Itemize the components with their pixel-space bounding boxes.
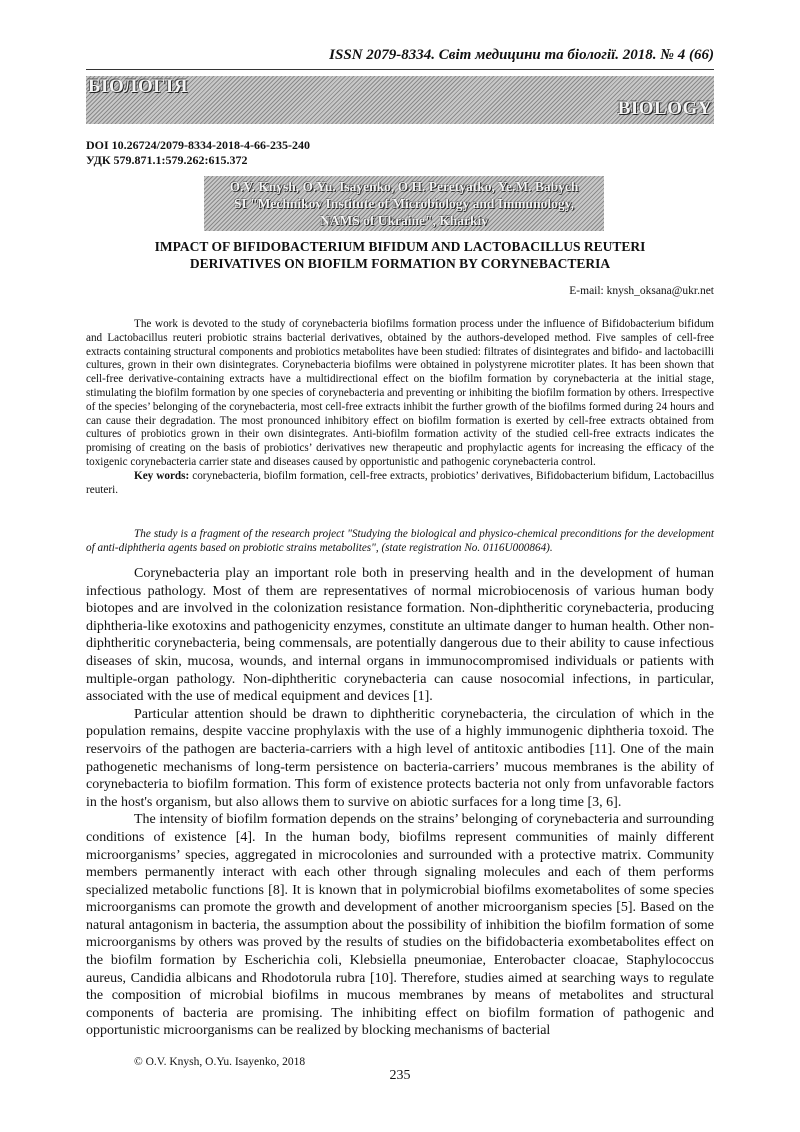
keywords-list: corynebacteria, biofilm formation, cell-free extracts, probiotics’ derivatives, Bifidobacterium bifidum, Lactobacillus reuteri. bbox=[86, 469, 714, 496]
title-line-1: IMPACT OF BIFIDOBACTERIUM BIFIDUM AND LACTOBACILLUS REUTERI bbox=[154, 239, 646, 254]
body-paragraph-1: Corynebacteria play an important role both in preserving health and in the development of human infectious pathology. Most of them are representatives of normal microbiocenosis of various human body biotopes and are involved in the colonization resistance formation. Non-diphtheritic corynebacteria, producing diphtheria-like exotoxins and pathogenicity enzymes, constitute an ultimate danger to human health. Other non-diphtheritic corynebacteria, being commensals, are potentially dangerous due to their ability to cause infectious diseases of skin, mucosa, wounds, and internal organs in immunocompromised individuals or patients with multiple-organ pathology. Non-diphtheritic corynebacteria can cause nosocomial infections, in particular, associated with the use of medical equipment and devices [1]. bbox=[86, 566, 714, 705]
header-rule bbox=[86, 69, 714, 70]
journal-header: ISSN 2079-8334. Світ медицини та біології. 2018. № 4 (66) bbox=[329, 47, 714, 63]
contact-email[interactable]: E-mail: knysh_oksana@ukr.net bbox=[569, 285, 714, 297]
doi: DOI 10.26724/2079-8334-2018-4-66-235-240 bbox=[86, 138, 310, 152]
keywords-label: Key words: bbox=[134, 469, 190, 482]
author-names: O.V. Knysh, O.Yu. Isayenko, O.H. Peretyatko, Ye.M. Babych bbox=[229, 179, 579, 194]
institution-line-1: SI "Mechnikov Institute of Microbiology and Immunology, bbox=[234, 196, 574, 211]
keywords bbox=[86, 470, 714, 498]
section-label-en: BIOLOGY bbox=[617, 98, 712, 119]
abstract bbox=[86, 318, 714, 497]
udc: УДК 579.871.1:579.262:615.372 bbox=[86, 153, 248, 167]
copyright: © O.V. Knysh, O.Yu. Isayenko, 2018 bbox=[134, 1056, 306, 1068]
section-banner bbox=[86, 76, 714, 124]
identifiers bbox=[86, 138, 310, 168]
article-title bbox=[86, 238, 714, 272]
page-number: 235 bbox=[389, 1068, 411, 1083]
section-label-ua: БІОЛОГІЯ bbox=[88, 76, 188, 97]
authors-block bbox=[204, 176, 604, 231]
title-line-2: DERIVATIVES ON BIOFILM FORMATION BY CORYNEBACTERIA bbox=[189, 256, 611, 271]
research-fragment-note: The study is a fragment of the research project "Studying the biological and physico-chemical preconditions for the development of anti-diphtheria agents based on probiotic strains metabolites", (state registration No. 0116U000864). bbox=[86, 528, 714, 554]
article-body bbox=[86, 565, 714, 1040]
institution-line-2: NAMS of Ukraine", Kharkiv bbox=[320, 213, 488, 228]
abstract-text: The work is devoted to the study of corynebacteria biofilms formation process under the influence of Bifidobacterium bifidum and Lactobacillus reuteri probiotic strains bacterial derivatives, obtained by the authors-developed method. Five samples of cell-free extracts containing structural components and probiotics metabolites have been studied: filtrates of disintegrates and bifido- and lactobacilli cultures, grown in their own disintegrates. Corynebacteria biofilms were obtained in polystyrene microtiter plates. It has been shown that cell-free derivative-containing extracts have a multidirectional effect on the biofilm formation by corynebacteria at the initial stage, stimulating the biofilm formation by one species of corynebacteria and preventing or inhibiting the biofilm formation by others. Irrespective of the species’ belonging of the corynebacteria, most cell-free extracts inhibit the further growth of the biofilms formed during 24 hours and can cause their degradation. The most pronounced inhibitory effect on biofilm formation is exerted by cell-free extracts obtained from cultures of probiotics grown in their own disintegrates. Anti-biofilm formation activity of the studied cell-free extracts indicates the promising of creating on the basis of probiotics’ derivatives new therapeutic and prophylactic agents for increasing the efficacy of the toxigenic corynebacteria carrier state and diseases caused by opportunistic and pathogenic corynebacteria control. bbox=[86, 318, 714, 468]
body-paragraph-2: Particular attention should be drawn to diphtheritic corynebacteria, the circulation of which in the population remains, despite vaccine prophylaxis with the use of a highly immunogenic diphtheria toxoid. The reservoirs of the pathogen are bacteria-carriers with a high level of antitoxic antibodies [11]. One of the main pathogenetic mechanisms of long-term persistence on bacteria-carriers’ mucous membranes is the ability of corynebacteria to biofilm formation. This form of existence protects bacteria not only from unfavorable factors in the host's organism, but also allows them to survive on abiotic surfaces for a long time [3, 6]. bbox=[86, 706, 714, 810]
body-paragraph-3: The intensity of biofilm formation depends on the strains’ belonging of corynebacteria and surrounding conditions of existence [4]. In the human body, biofilms represent communities of mainly different microorganisms’ species, aggregated in microcolonies and surrounded with a protective matrix. Community members permanently interact with each other through signaling molecules and each of them performs specialized metabolic functions [8]. It is known that in polymicrobial biofilms exometabolites of some species microorganisms can promote the growth and development of another microorganism species [5]. Based on the natural antagonism in bacteria, the assumption about the possibility of inhibition the biofilm formation of some microorganisms by others was proved by the results of studies on the bifidobacteria exombetabolites effect on the biofilm formation by Escherichia coli, Klebsiella pneumoniae, Enterobacter cloacae, Staphylococcus aureus, Candidia albicans and Rhodotorula rubra [10]. Therefore, studies aimed at searching ways to regulate the composition of microbial biofilms in mucous membranes by means of metabolites and structural components of bacteria are promising. The inhibiting effect on biofilm formation of pathogenic and opportunistic microorganisms can be realized by blocking mechanisms of bacterial bbox=[86, 812, 714, 1039]
